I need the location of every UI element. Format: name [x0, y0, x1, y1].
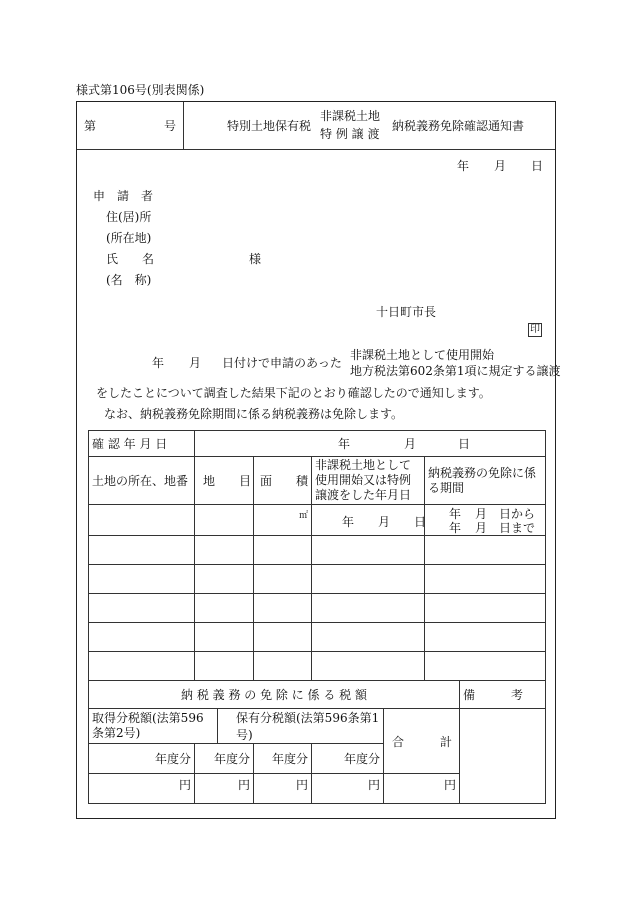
start-date-month: 月 [378, 515, 391, 529]
details-table [88, 430, 546, 804]
fy-holding-2: 年度分 [254, 744, 312, 774]
confirm-date-row [89, 431, 546, 457]
col-location-header: 土地の所在、地番 [89, 457, 195, 505]
yen-holding-1: 円 [195, 774, 254, 804]
issuer: 十日町市長 [376, 305, 437, 319]
col-area-a: 面 [260, 474, 273, 488]
table-cell [195, 594, 254, 623]
yen-total: 円 [384, 774, 460, 804]
col-land-header [195, 457, 254, 505]
date-year: 年 [457, 159, 470, 173]
col-period-header: 納税義務の免除に係る期間 [425, 457, 546, 505]
confirm-year: 年 [338, 436, 351, 451]
date-day: 日 [531, 159, 544, 173]
table-cell [195, 565, 254, 594]
col-land-b: 目 [239, 474, 252, 488]
period-from-month: 月 [475, 507, 488, 521]
table-cell [89, 565, 195, 594]
cell-location [89, 505, 195, 536]
confirm-month: 月 [404, 436, 417, 451]
table-cell [425, 652, 546, 681]
data-row-6 [89, 652, 546, 681]
data-row-2 [89, 536, 546, 565]
period-to-year: 年 [449, 521, 462, 535]
cell-land [195, 505, 254, 536]
header-number-divider [183, 102, 184, 149]
applicant-name-alt-label: (名 称) [106, 273, 152, 287]
unit-area: ㎡ [298, 511, 308, 521]
col-land-a: 地 [203, 474, 216, 488]
body-line-3: なお、納税義務免除期間に係る納税義務は免除します。 [104, 407, 404, 421]
confirm-day: 日 [458, 436, 471, 451]
data-row-5 [89, 623, 546, 652]
table-cell [254, 623, 312, 652]
table-cell [312, 652, 425, 681]
period-from-day: 日から [499, 507, 536, 521]
body-option-1: 非課税土地として使用開始 [350, 348, 495, 362]
column-header-row [89, 457, 546, 505]
tax-subheader-row [89, 709, 546, 744]
form-id: 様式第106号(別表関係) [76, 83, 205, 97]
confirm-date-value [195, 431, 546, 457]
table-cell [425, 536, 546, 565]
yen-acquisition: 円 [89, 774, 195, 804]
tax-name: 特別土地保有税 [227, 119, 312, 133]
holding-tax-header: 保有分税額(法第596条第1号) [218, 709, 384, 744]
document-title: 納税義務免除確認通知書 [392, 119, 525, 133]
remarks-cell [460, 709, 546, 804]
data-row-3 [89, 565, 546, 594]
number-suffix: 号 [164, 119, 177, 133]
yen-holding-3: 円 [312, 774, 384, 804]
acquisition-tax-header: 取得分税額(法第596条第2号) [89, 709, 218, 744]
table-cell [195, 536, 254, 565]
confirm-date-label: 確 認 年 月 日 [89, 431, 195, 457]
body-year: 年 [152, 356, 165, 370]
tax-section-row [89, 681, 546, 709]
cell-area [254, 505, 312, 536]
fy-holding-1: 年度分 [195, 744, 254, 774]
table-cell [89, 652, 195, 681]
fy-holding-3: 年度分 [312, 744, 384, 774]
table-cell [254, 594, 312, 623]
table-cell [425, 623, 546, 652]
table-cell [425, 594, 546, 623]
cell-period [425, 505, 546, 536]
number-prefix: 第 [84, 119, 97, 133]
category-line-1: 非課税土地 [320, 109, 381, 123]
honorific: 様 [249, 252, 262, 266]
body-line-2: をしたことについて調査した結果下記のとおり確認したので通知します。 [96, 386, 491, 400]
data-row-4 [89, 594, 546, 623]
start-date-year: 年 [342, 515, 355, 529]
applicant-address-alt-label: (所在地) [106, 231, 152, 245]
col-start-date-header: 非課税土地として使用開始又は特例譲渡をした年月日 [312, 457, 425, 505]
fy-acquisition: 年度分 [89, 744, 195, 774]
date-month: 月 [494, 159, 507, 173]
table-cell [195, 623, 254, 652]
applicant-address-label: 住(居)所 [106, 210, 152, 224]
cell-start-date [312, 505, 425, 536]
body-month: 月 [189, 356, 202, 370]
remarks-header: 備 考 [460, 681, 546, 709]
table-cell [312, 536, 425, 565]
table-cell [312, 623, 425, 652]
table-cell [89, 536, 195, 565]
table-cell [89, 594, 195, 623]
header-divider [77, 149, 555, 150]
period-to-month: 月 [475, 521, 488, 535]
applicant-name-label: 氏 名 [106, 252, 155, 266]
col-area-b: 積 [296, 474, 309, 488]
period-from-year: 年 [449, 507, 462, 521]
table-cell [254, 652, 312, 681]
yen-holding-2: 円 [254, 774, 312, 804]
start-date-day: 日 [414, 515, 427, 529]
col-area-header [254, 457, 312, 505]
table-cell [254, 565, 312, 594]
category-line-2: 特 例 譲 渡 [320, 127, 380, 141]
body-prefix-tail: 日付けで申請のあった [222, 356, 342, 370]
body-option-2: 地方税法第602条第1項に規定する譲渡 [350, 364, 561, 378]
table-cell [425, 565, 546, 594]
table-cell [312, 594, 425, 623]
data-row-1 [89, 505, 546, 536]
table-cell [254, 536, 312, 565]
table-cell [312, 565, 425, 594]
seal-mark: 印 [530, 324, 540, 335]
tax-section-header: 納 税 義 務 の 免 除 に 係 る 税 額 [89, 681, 460, 709]
total-header: 合 計 [384, 709, 460, 774]
period-to-day: 日まで [499, 521, 536, 535]
table-cell [89, 623, 195, 652]
applicant-label: 申 請 者 [93, 189, 154, 203]
table-cell [195, 652, 254, 681]
